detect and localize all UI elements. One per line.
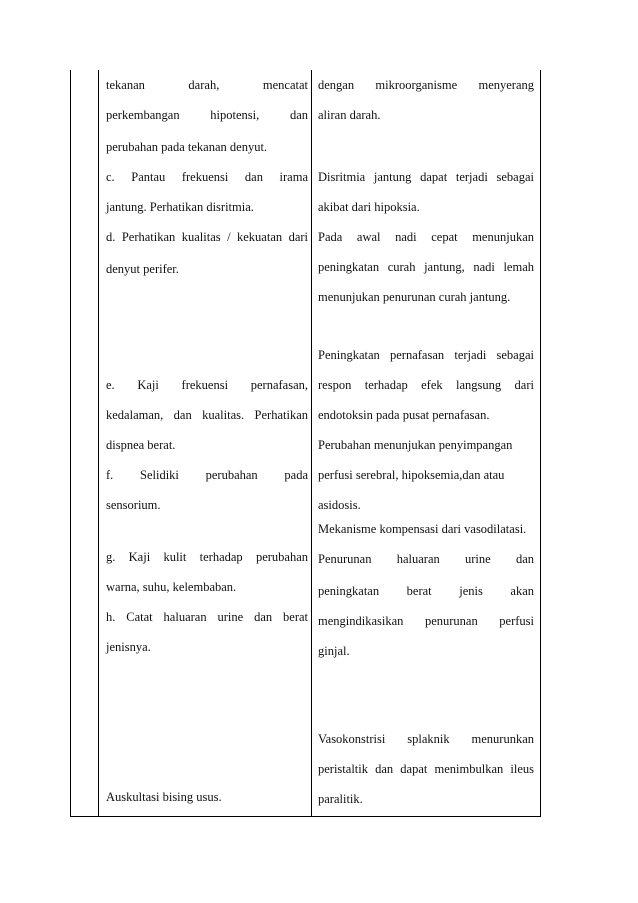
rationale-text-line: peningkatan curah jantung, nadi lemah	[318, 260, 534, 274]
rationale-text-line: respon terhadap efek langsung dari	[318, 378, 534, 392]
intervention-text-line: d. Perhatikan kualitas / kekuatan dari	[106, 230, 308, 244]
rationale-text-line: aliran darah.	[318, 108, 381, 122]
rationale-text-line: paralitik.	[318, 792, 363, 806]
intervention-text-line: Auskultasi bising usus.	[106, 790, 222, 804]
intervention-text-line: perkembangan hipotensi, dan	[106, 108, 308, 122]
intervention-text-line: sensorium.	[106, 498, 161, 512]
rationale-text-line: Peningkatan pernafasan terjadi sebagai	[318, 348, 534, 362]
rationale-text-line: perfusi serebral, hipoksemia,dan atau	[318, 468, 505, 482]
intervention-text-line: perubahan pada tekanan denyut.	[106, 140, 268, 154]
intervention-text-line: g. Kaji kulit terhadap perubahan	[106, 550, 308, 564]
rationale-text-line: endotoksin pada pusat pernafasan.	[318, 408, 490, 422]
rationale-text-line: Mekanisme kompensasi dari vasodilatasi.	[318, 522, 527, 536]
column-divider-2	[311, 70, 312, 817]
rationale-text-line: peristaltik dan dapat menimbulkan ileus	[318, 762, 534, 776]
rationale-text-line: Pada awal nadi cepat menunjukan	[318, 230, 534, 244]
rationale-text-line: peningkatan berat jenis akan	[318, 584, 534, 598]
intervention-text-line: tekanan darah, mencatat	[106, 78, 308, 92]
rationale-text-line: akibat dari hipoksia.	[318, 200, 420, 214]
column-divider-1	[98, 70, 99, 817]
intervention-text-line: h. Catat haluaran urine dan berat	[106, 610, 308, 624]
rationale-text-line: dengan mikroorganisme menyerang	[318, 78, 534, 92]
intervention-text-line: jantung. Perhatikan disritmia.	[106, 200, 254, 214]
rationale-text-line: Perubahan menunjukan penyimpangan	[318, 438, 513, 452]
rationale-text-line: Disritmia jantung dapat terjadi sebagai	[318, 170, 534, 184]
intervention-text-line: dispnea berat.	[106, 438, 176, 452]
table-left-border	[70, 70, 71, 817]
table-right-border	[540, 70, 541, 817]
table-bottom-border	[70, 816, 541, 817]
rationale-text-line: ginjal.	[318, 644, 350, 658]
intervention-text-line: f. Selidiki perubahan pada	[106, 468, 308, 482]
intervention-text-line: kedalaman, dan kualitas. Perhatikan	[106, 408, 308, 422]
intervention-text-line: e. Kaji frekuensi pernafasan,	[106, 378, 308, 392]
intervention-text-line: denyut perifer.	[106, 262, 179, 276]
intervention-text-line: c. Pantau frekuensi dan irama	[106, 170, 308, 184]
intervention-text-line: jenisnya.	[106, 640, 151, 654]
rationale-text-line: asidosis.	[318, 498, 361, 512]
rationale-text-line: Vasokonstrisi splaknik menurunkan	[318, 732, 534, 746]
rationale-text-line: Penurunan haluaran urine dan	[318, 552, 534, 566]
rationale-text-line: menunjukan penurunan curah jantung.	[318, 290, 511, 304]
rationale-text-line: mengindikasikan penurunan perfusi	[318, 614, 534, 628]
intervention-text-line: warna, suhu, kelembaban.	[106, 580, 237, 594]
